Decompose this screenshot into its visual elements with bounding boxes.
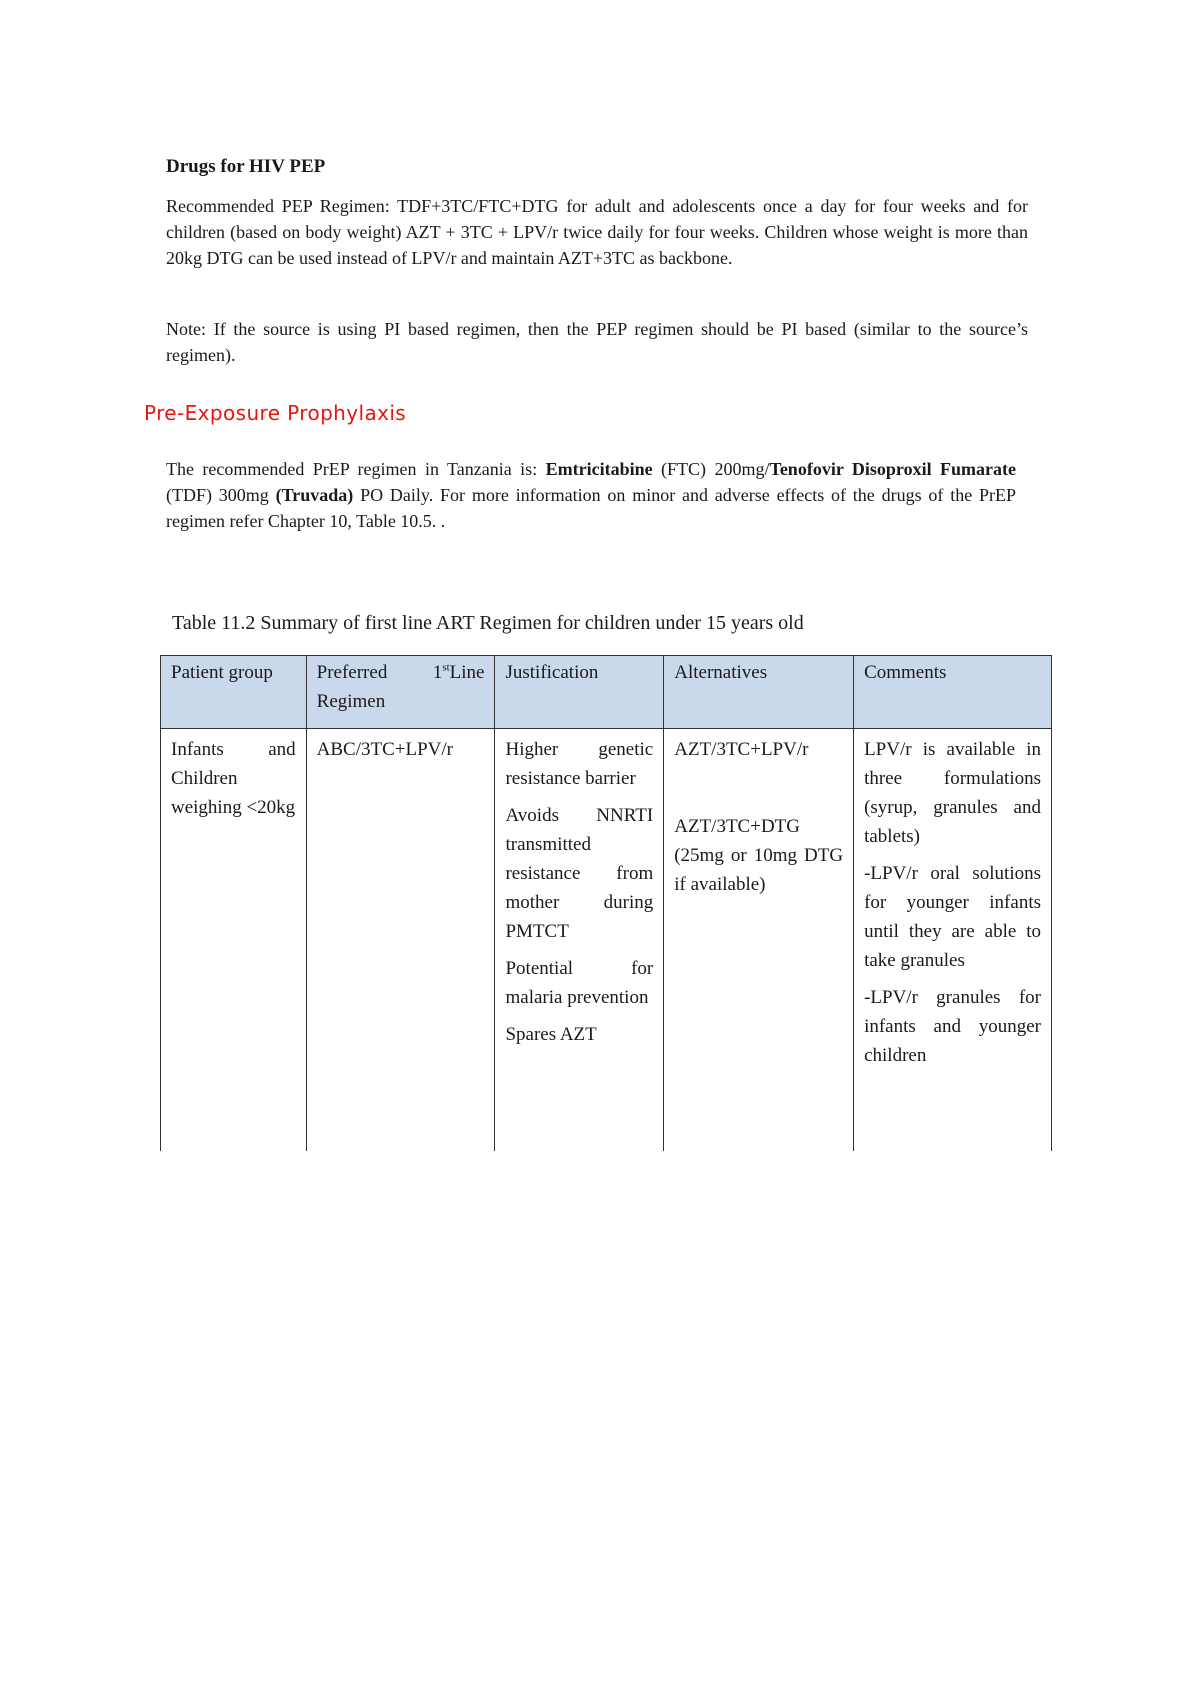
cell-alternatives [664, 729, 854, 1152]
prep-text: PO Daily. For more information on minor and adverse effects of the drugs of the PrEP regimen refer Chapter 10, Table 10.5. . [166, 485, 1016, 531]
header-patient-group: Patient group [161, 656, 307, 729]
alternative-item: AZT/3TC+LPV/r [674, 739, 809, 760]
header-comments: Comments [854, 656, 1052, 729]
table-header-row [161, 656, 1052, 729]
comment-item: -LPV/r oral solutions for younger infants until they are able to take granules [864, 863, 1041, 971]
prep-text: (TDF) 300mg [166, 485, 276, 505]
justification-item: Spares AZT [505, 1024, 597, 1045]
header-preferred-sup: st [442, 661, 450, 674]
pep-heading: Drugs for HIV PEP [166, 156, 326, 177]
comment-item: -LPV/r granules for infants and younger children [864, 987, 1041, 1066]
alternative-item: AZT/3TC+DTG (25mg or 10mg DTG if available) [674, 816, 844, 895]
header-preferred-regimen [306, 656, 495, 729]
justification-item: Potential for malaria prevention [505, 958, 654, 1008]
cell-comments [854, 729, 1052, 1152]
pep-note-paragraph: Note: If the source is using PI based regimen, then the PEP regimen should be PI based (similar to the source’s regimen). [166, 319, 1028, 365]
header-alternatives: Alternatives [664, 656, 854, 729]
prep-section-title: Pre-Exposure Prophylaxis [144, 401, 407, 425]
prep-paragraph [166, 456, 1016, 534]
cell-preferred [306, 729, 495, 1152]
prep-drug-emtricitabine: Emtricitabine [545, 459, 653, 479]
prep-text: The recommended PrEP regimen in Tanzania is: [166, 459, 546, 479]
cell-justification [495, 729, 664, 1152]
art-regimen-table [160, 655, 1052, 1151]
justification-item: Higher genetic resistance barrier [505, 739, 654, 789]
header-justification: Justification [495, 656, 664, 729]
prep-text: (FTC) 200mg/ [652, 459, 770, 479]
table-row [161, 729, 1052, 1152]
prep-drug-truvada: (Truvada) [275, 485, 354, 505]
table-caption: Table 11.2 Summary of first line ART Regimen for children under 15 years old [172, 612, 804, 634]
cell-text: ABC/3TC+LPV/r [316, 739, 453, 760]
pep-regimen-paragraph: Recommended PEP Regimen: TDF+3TC/FTC+DTG for adult and adolescents once a day for four weeks and for children (based on body weight) AZT + 3TC + LPV/r twice daily for four weeks. Children whose weight is more than 20kg DTG can be used instead of LPV/r and maintain AZT+3TC as backbone. [166, 196, 1028, 268]
header-preferred-text: Preferred 1 [316, 662, 443, 683]
cell-patient-group [161, 729, 307, 1152]
comment-item: LPV/r is available in three formulations (syrup, granules and tablets) [864, 739, 1041, 847]
cell-text: Infants and Children weighing <20kg [171, 739, 296, 818]
justification-item: Avoids NNRTI transmitted resistance from mother during PMTCT [505, 805, 654, 942]
prep-drug-tenofovir: Tenofovir Disoproxil Fumarate [769, 459, 1016, 479]
header-preferred-text: Line Regimen [316, 662, 485, 712]
